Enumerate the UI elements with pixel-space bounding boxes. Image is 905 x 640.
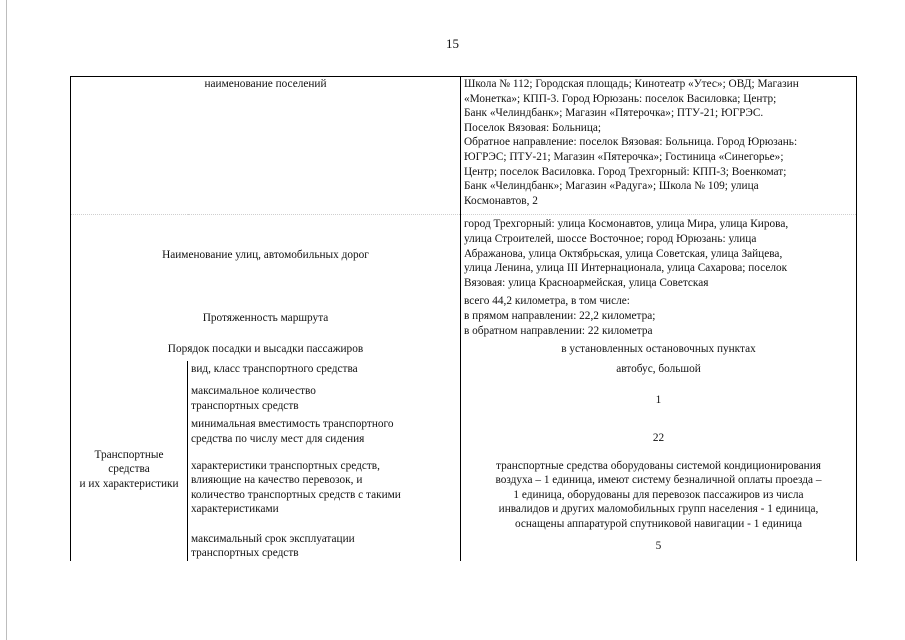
row-service-life (71, 532, 857, 561)
text-line: 1 единица, оборудованы для перевозок пассажиров из числа (513, 488, 804, 501)
text-line: Абражанова, улица Октябрьская, улица Советская, улица Зайцева, (464, 247, 783, 260)
text-line: всего 44,2 километра, в том числе: (464, 295, 630, 308)
service-life-value (461, 532, 857, 561)
min-capacity-value (461, 417, 857, 458)
row-boarding (71, 342, 857, 361)
route-table (70, 76, 857, 561)
service-life-label (188, 532, 461, 561)
streets-label: Наименование улиц, автомобильных дорог (71, 215, 461, 294)
page-edge-line (6, 0, 7, 640)
text-line: транспортных средств (191, 399, 299, 412)
settlements-label: наименование поселений (71, 77, 461, 215)
row-vehicle-class (71, 361, 857, 383)
text-line: Центр; поселок Василовка. Город Трехгорный: КПП-3; Военкомат; (464, 165, 787, 178)
text-line: минимальная вместимость транспортного (191, 418, 394, 431)
min-capacity-label (188, 417, 461, 458)
text-line: в обратном направлении: 22 километра (464, 324, 653, 337)
text-line: характеристиками (191, 503, 279, 516)
text-line: характеристики транспортных средств, (191, 459, 380, 472)
text-line: Банк «Челиндбанк»; Магазин «Радуга»; Школа № 109; улица (464, 180, 759, 193)
row-settlements (71, 77, 857, 215)
text-line: Школа № 112; Городская площадь; Кинотеатр «Утес»; ОВД; Магазин (464, 78, 799, 90)
text-line: Транспортные (94, 448, 164, 461)
text-line: Вязовая: улица Красноармейская, улица Советская (464, 276, 709, 289)
row-max-vehicles (71, 382, 857, 417)
vehicle-class-value (461, 361, 857, 383)
text-line: вид, класс транспортного средства (191, 362, 358, 375)
text-line: город Трехгорный: улица Космонавтов, улица Мира, улица Кирова, (464, 218, 789, 231)
text-line: улица Ленина, улица III Интернационала, улица Сахарова; поселок (464, 262, 788, 275)
text-line: 5 (655, 539, 662, 552)
text-line: оснащены аппаратурой спутниковой навигации - 1 единица (514, 518, 803, 531)
text-line: воздуха – 1 единица, имеют систему безналичной оплаты проезда – (495, 474, 822, 487)
length-label: Протяженность маршрута (71, 294, 461, 342)
max-vehicles-label (188, 382, 461, 417)
text-line: средства (108, 463, 150, 476)
text-line: Поселок Вязовая: Больница; (464, 121, 602, 134)
text-line: максимальный срок эксплуатации (191, 532, 355, 545)
page-number: 15 (446, 36, 459, 51)
text-line: в прямом направлении: 22,2 километра; (464, 309, 656, 322)
streets-value (461, 215, 857, 294)
length-value (461, 294, 857, 342)
characteristics-label (188, 459, 461, 532)
text-line: «Монетка»; КПП-3. Город Юрюзань: поселок Василовка; Центр; (464, 92, 777, 105)
text-line: 1 (655, 393, 662, 406)
text-line: максимальное количество (191, 385, 316, 398)
settlements-value (461, 77, 857, 215)
boarding-label: Порядок посадки и высадки пассажиров (71, 342, 461, 361)
text-line: Банк «Челиндбанк»; Магазин «Пятерочка»; ПТУ-21; ЮГРЭС. (464, 107, 764, 120)
row-min-capacity (71, 417, 857, 458)
transport-group-label (71, 361, 188, 561)
text-line: количество транспортных средств с такими (191, 488, 401, 501)
text-line: средства по числу мест для сидения (191, 433, 365, 446)
text-line: ЮГРЭС; ПТУ-21; Магазин «Пятерочка»; Гостиница «Синегорье»; (464, 150, 784, 163)
max-vehicles-value (461, 382, 857, 417)
text-line: улица Строителей, шоссе Восточное; город Юрюзань: улица (464, 232, 757, 245)
characteristics-value (461, 459, 857, 532)
row-characteristics (71, 459, 857, 532)
text-line: влияющие на качество перевозок, и (191, 474, 363, 487)
vehicle-class-label (188, 361, 461, 383)
text-line: и их характеристики (79, 478, 179, 491)
text-line: инвалидов и других маломобильных групп населения - 1 единица, (498, 503, 819, 516)
text-line: Обратное направление: поселок Вязовая: Больница. Город Юрюзань: (464, 136, 798, 149)
text-line: транспортных средств (191, 547, 299, 560)
text-line: Космонавтов, 2 (464, 194, 538, 207)
row-length (71, 294, 857, 342)
row-streets (71, 215, 857, 294)
text-line: транспортные средства оборудованы системой кондиционирования (496, 459, 821, 472)
boarding-value: в установленных остановочных пунктах (461, 342, 857, 361)
text-line: 22 (652, 431, 665, 444)
text-line: автобус, большой (616, 362, 701, 375)
